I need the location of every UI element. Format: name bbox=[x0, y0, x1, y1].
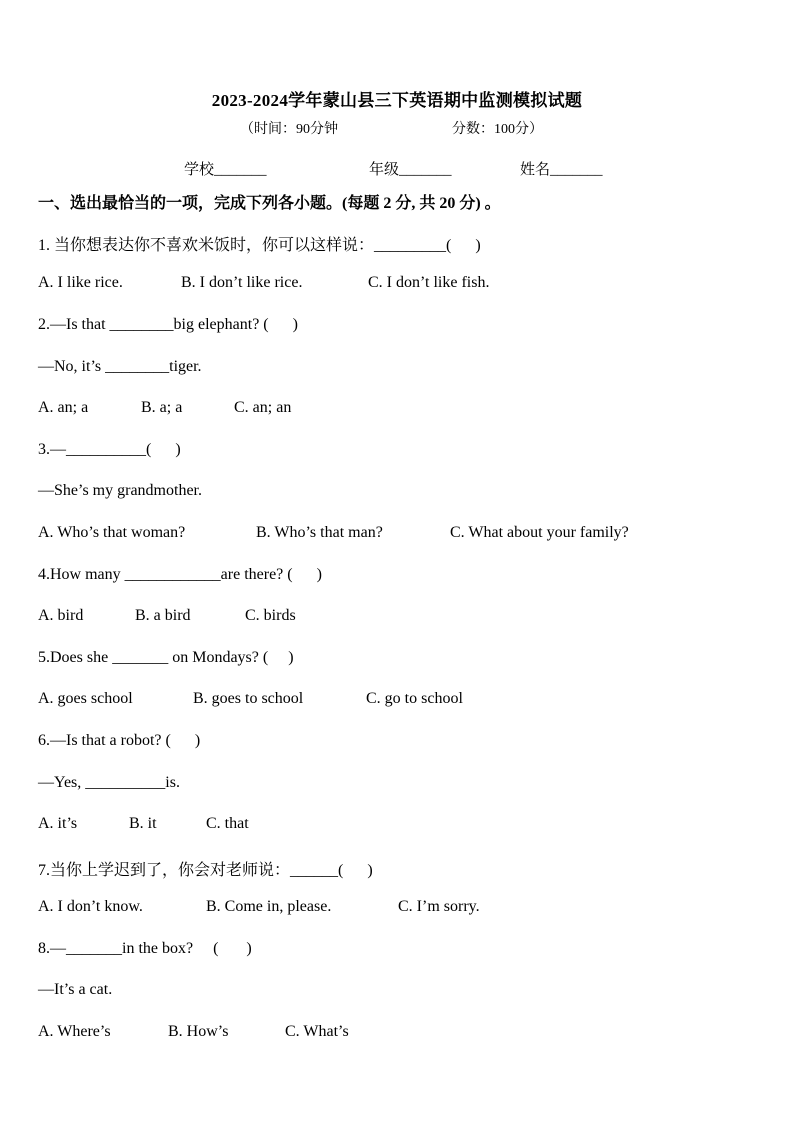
question-7-option-b: B. Come in, please. bbox=[206, 898, 332, 915]
question-3-option-a: A. Who’s that woman? bbox=[38, 524, 186, 541]
question-2-option-a: A. an; a bbox=[38, 399, 89, 416]
question-3-stem: 3.—__________( ) bbox=[38, 441, 181, 458]
question-1-option-b: B. I don’t like rice. bbox=[181, 274, 303, 291]
question-6-option-a: A. it’s bbox=[38, 815, 78, 832]
question-6-option-c: C. that bbox=[206, 815, 249, 832]
question-6-stem: 6.—Is that a robot? ( ) bbox=[38, 732, 201, 749]
grade-field: 年级_______ bbox=[369, 162, 452, 178]
question-8-stem: 8.—_______in the box? ( ) bbox=[38, 940, 252, 957]
question-6-option-b: B. it bbox=[129, 815, 157, 832]
section-heading: 一、选出最恰当的一项，完成下列各小题。(每题 2 分, 共 20 分) 。 bbox=[38, 195, 501, 212]
question-5-option-c: C. go to school bbox=[366, 690, 463, 707]
question-3-option-b: B. Who’s that man? bbox=[256, 524, 383, 541]
question-8-option-b: B. How’s bbox=[168, 1023, 229, 1040]
question-8-reply: —It’s a cat. bbox=[38, 981, 113, 998]
question-1-option-a: A. I like rice. bbox=[38, 274, 123, 291]
question-3-reply: —She’s my grandmother. bbox=[38, 482, 202, 499]
name-field: 姓名_______ bbox=[520, 162, 603, 178]
question-2-option-b: B. a; a bbox=[141, 399, 183, 416]
question-8-option-c: C. What’s bbox=[285, 1023, 349, 1040]
question-4-option-c: C. birds bbox=[245, 607, 296, 624]
question-5-option-b: B. goes to school bbox=[193, 690, 304, 707]
question-5-stem: 5.Does she _______ on Mondays? ( ) bbox=[38, 649, 294, 666]
question-4-option-a: A. bird bbox=[38, 607, 84, 624]
question-1-stem: 1. 当你想表达你不喜欢米饭时，你可以这样说：_________( ) bbox=[38, 237, 481, 254]
question-2-stem: 2.—Is that ________big elephant? ( ) bbox=[38, 316, 298, 333]
question-2-option-c: C. an; an bbox=[234, 399, 292, 416]
question-8-option-a: A. Where’s bbox=[38, 1023, 111, 1040]
question-7-option-a: A. I don’t know. bbox=[38, 898, 143, 915]
exam-time: （时间：90分钟 bbox=[240, 122, 338, 137]
question-7-stem: 7.当你上学迟到了，你会对老师说：______( ) bbox=[38, 862, 373, 879]
question-5-option-a: A. goes school bbox=[38, 690, 133, 707]
question-3-option-c: C. What about your family? bbox=[450, 524, 629, 541]
question-4-stem: 4.How many ____________are there? ( ) bbox=[38, 566, 322, 583]
school-field: 学校_______ bbox=[184, 162, 267, 178]
question-7-option-c: C. I’m sorry. bbox=[398, 898, 480, 915]
question-1-option-c: C. I don’t like fish. bbox=[368, 274, 490, 291]
question-4-option-b: B. a bird bbox=[135, 607, 191, 624]
question-6-reply: —Yes, __________is. bbox=[38, 774, 180, 791]
question-2-reply: —No, it’s ________tiger. bbox=[38, 358, 202, 375]
exam-title: 2023-2024学年蒙山县三下英语期中监测模拟试题 bbox=[211, 91, 583, 110]
exam-score: 分数：100分） bbox=[452, 122, 543, 137]
